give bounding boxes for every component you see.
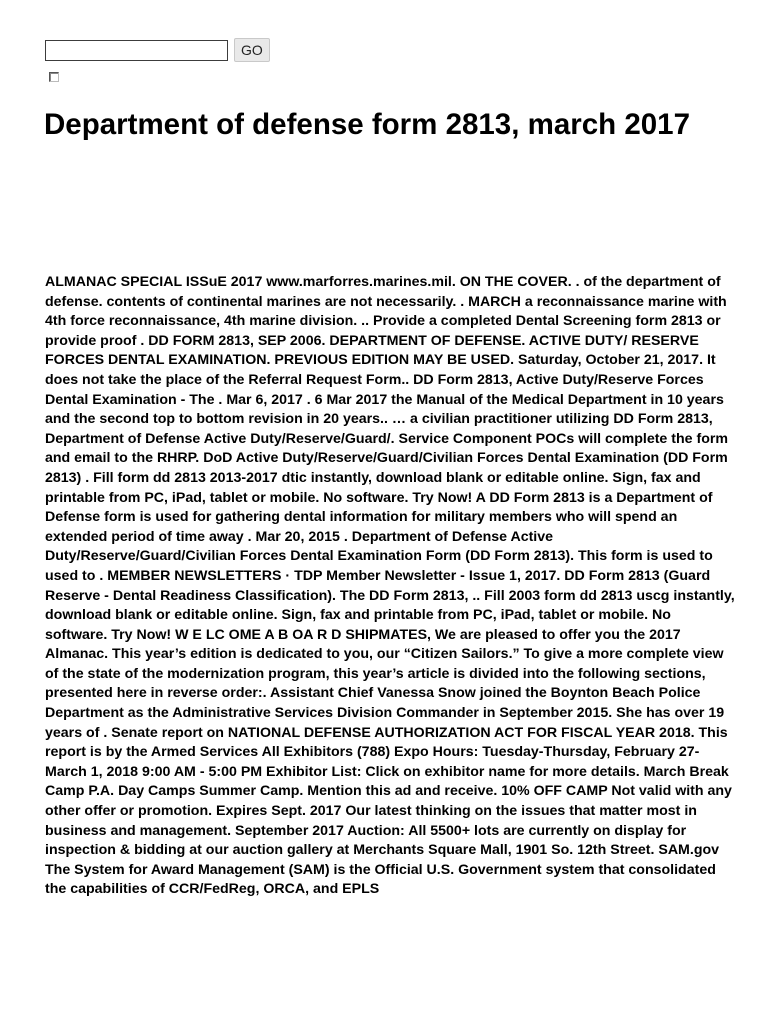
page-title: Department of defense form 2813, march 2017	[44, 108, 690, 141]
go-button[interactable]: GO	[234, 38, 270, 62]
search-input[interactable]	[45, 40, 228, 61]
checkbox[interactable]	[49, 72, 59, 82]
article-body: ALMANAC SPECIAL ISSuE 2017 www.marforres.marines.mil. ON THE COVER. . of the department of defense. contents of continental marines are not necessarily. . MARCH a reconnaissance marine with 4th force reconnaissance, 4th marine division. .. Provide a completed Dental Screening form 2813 or provide proof . DD FORM 2813, SEP 2006. DEPARTMENT OF DEFENSE. ACTIVE DUTY/ RESERVE FORCES DENTAL EXAMINATION. PREVIOUS EDITION MAY BE USED. Saturday, October 21, 2017. It does not take the place of the Referral Request Form.. DD Form 2813, Active Duty/Reserve Forces Dental Examination - The . Mar 6, 2017 . 6 Mar 2017 the Manual of the Medical Department in 10 years and the second top to bottom revision in 20 years.. … a civilian practitioner utilizing DD Form 2813, Department of Defense Active Duty/Reserve/Guard/. Service Component POCs will complete the form and email to the RHRP. DoD Active Duty/Reserve/Guard/Civilian Forces Dental Examination (DD Form 2813) . Fill form dd 2813 2013-2017 dtic instantly, download blank or editable online. Sign, fax and printable from PC, iPad, tablet or mobile. No software. Try Now! A DD Form 2813 is a Department of Defense form is used for gathering dental information for military members who will spend an extended period of time away . Mar 20, 2015 . Department of Defense Active Duty/Reserve/Guard/Civilian Forces Dental Examination Form (DD Form 2813). This form is used to used to . MEMBER NEWSLETTERS · TDP Member Newsletter - Issue 1, 2017. DD Form 2813 (Guard Reserve - Dental Readiness Classification). The DD Form 2813, .. Fill 2003 form dd 2813 uscg instantly, download blank or editable online. Sign, fax and printable from PC, iPad, tablet or mobile. No software. Try Now! W E LC OME A B OA R D SHIPMATES, We are pleased to offer you the 2017 Almanac. This year’s edition is dedicated to you, our “Citizen Sailors.” To give a more complete view of the state of the modernization program, this year’s article is divided into the following sections, presented here in reverse order:. Assistant Chief Vanessa Snow joined the Boynton Beach Police Department as the Administrative Services Division Commander in September 2015. She has over 19 years of . Senate report on NATIONAL DEFENSE AUTHORIZATION ACT FOR FISCAL YEAR 2018. This report is by the Armed Services All Exhibitors (788) Expo Hours: Tuesday-Thursday, February 27-March 1, 2018 9:00 AM - 5:00 PM Exhibitor List: Click on exhibitor name for more details. March Break Camp P.A. Day Camps Summer Camp. Mention this ad and receive. 10% OFF CAMP Not valid with any other offer or promotion. Expires Sept. 2017 Our latest thinking on the issues that matter most in business and management. September 2017 Auction: All 5500+ lots are currently on display for inspection & bidding at our auction gallery at Merchants Square Mall, 1901 So. 12th Street. SAM.gov The System for Award Management (SAM) is the Official U.S. Government system that consolidated the capabilities of CCR/FedReg, ORCA, and EPLS	[45, 274, 735, 898]
search-form	[45, 38, 270, 62]
